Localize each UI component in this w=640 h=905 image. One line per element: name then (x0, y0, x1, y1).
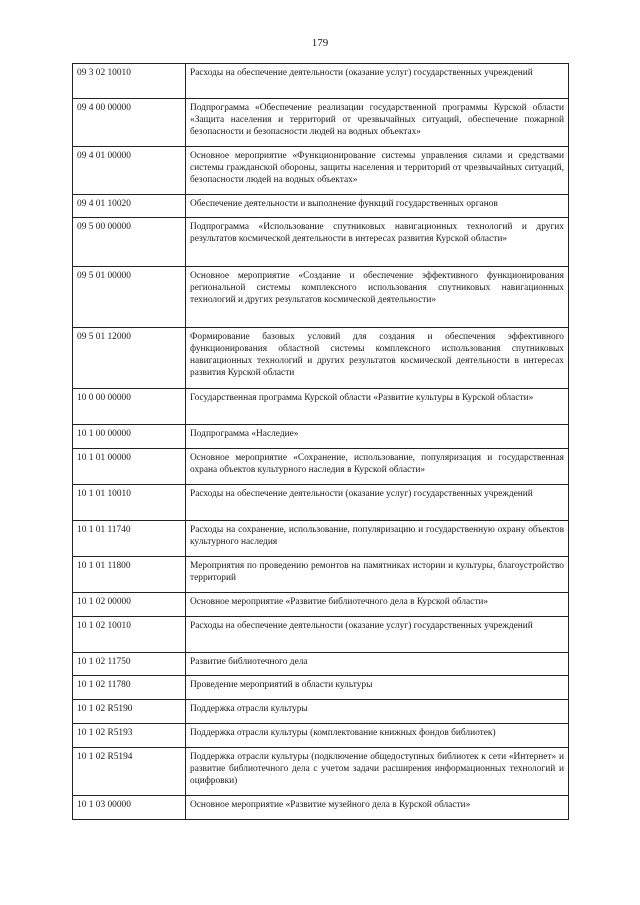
row-description: Поддержка отрасли культуры (подключение общедоступных библиотек к сети «Интернет» и развитие библиотечного дела с учетом задачи расширения информационных технологий и оцифровки) (186, 748, 569, 796)
row-description: Поддержка отрасли культуры (186, 700, 569, 724)
row-description: Расходы на обеспечение деятельности (оказание услуг) государственных учреждений (186, 64, 569, 99)
row-code: 09 3 02 10010 (73, 64, 186, 99)
table-row (73, 676, 569, 700)
row-code: 10 1 02 11780 (73, 676, 186, 700)
page-number: 179 (311, 37, 329, 49)
row-code: 10 1 00 00000 (73, 425, 186, 449)
table-row (73, 389, 569, 425)
row-code: 09 4 01 10020 (73, 195, 186, 218)
row-code: 10 1 02 10010 (73, 617, 186, 653)
table-row (73, 147, 569, 195)
table-row (73, 700, 569, 724)
row-description: Подпрограмма «Наследие» (186, 425, 569, 449)
row-code: 10 1 02 R5194 (73, 748, 186, 796)
table-row (73, 617, 569, 653)
row-description: Обеспечение деятельности и выполнение функций государственных органов (186, 195, 569, 218)
row-code: 09 4 01 00000 (73, 147, 186, 195)
budget-codes-table (72, 63, 569, 820)
table-row (73, 328, 569, 389)
table-row (73, 449, 569, 485)
table-row (73, 796, 569, 820)
table-row (73, 748, 569, 796)
row-description: Формирование базовых условий для создания и обеспечения эффективного функционирования областной системы комплексного использования спутниковых навигационных технологий и других результатов космической деятельности в интересах развития Курской области (186, 328, 569, 389)
row-description: Расходы на обеспечение деятельности (оказание услуг) государственных учреждений (186, 617, 569, 653)
table-row (73, 593, 569, 617)
row-code: 10 1 01 11740 (73, 521, 186, 557)
table-row (73, 724, 569, 748)
row-description: Основное мероприятие «Создание и обеспечение эффективного функционирования региональной системы комплексного использования спутниковых навигационных технологий и других результатов космической деятельности» (186, 267, 569, 328)
row-code: 10 1 02 11750 (73, 653, 186, 676)
table-row (73, 653, 569, 676)
row-description: Проведение мероприятий в области культуры (186, 676, 569, 700)
row-description: Подпрограмма «Использование спутниковых навигационных технологий и других результатов космической деятельности в интересах развития Курской области» (186, 218, 569, 267)
row-code: 10 1 01 11800 (73, 557, 186, 593)
row-description: Мероприятия по проведению ремонтов на памятниках истории и культуры, благоустройство территорий (186, 557, 569, 593)
table-row (73, 267, 569, 328)
row-description: Основное мероприятие «Развитие музейного дела в Курской области» (186, 796, 569, 820)
row-description: Основное мероприятие «Развитие библиотечного дела в Курской области» (186, 593, 569, 617)
table-row (73, 557, 569, 593)
row-code: 10 1 02 00000 (73, 593, 186, 617)
row-description: Расходы на сохранение, использование, популяризацию и государственную охрану объектов культурного наследия (186, 521, 569, 557)
row-code: 09 4 00 00000 (73, 99, 186, 147)
row-code: 10 1 02 R5190 (73, 700, 186, 724)
table-row (73, 64, 569, 99)
row-code: 09 5 01 00000 (73, 267, 186, 328)
row-description: Развитие библиотечного дела (186, 653, 569, 676)
row-code: 10 1 01 10010 (73, 485, 186, 521)
row-code: 09 5 00 00000 (73, 218, 186, 267)
row-description: Основное мероприятие «Функционирование системы управления силами и средствами системы гражданской обороны, защиты населения и территорий от чрезвычайных ситуаций, безопасности людей на водных объектах» (186, 147, 569, 195)
row-code: 10 1 02 R5193 (73, 724, 186, 748)
table-row (73, 195, 569, 218)
row-description: Основное мероприятие «Сохранение, использование, популяризация и государственная охрана объектов культурного наследия в Курской области» (186, 449, 569, 485)
row-description: Подпрограмма «Обеспечение реализации государственной программы Курской области «Защита населения и территорий от чрезвычайных ситуаций, обеспечение пожарной безопасности и безопасности людей на водных объектах» (186, 99, 569, 147)
row-description: Государственная программа Курской области «Развитие культуры в Курской области» (186, 389, 569, 425)
row-code: 10 1 03 00000 (73, 796, 186, 820)
table-row (73, 218, 569, 267)
row-code: 10 0 00 00000 (73, 389, 186, 425)
row-code: 10 1 01 00000 (73, 449, 186, 485)
table-row (73, 485, 569, 521)
table-row (73, 425, 569, 449)
table-row (73, 521, 569, 557)
table-row (73, 99, 569, 147)
row-description: Расходы на обеспечение деятельности (оказание услуг) государственных учреждений (186, 485, 569, 521)
row-description: Поддержка отрасли культуры (комплектование книжных фондов библиотек) (186, 724, 569, 748)
row-code: 09 5 01 12000 (73, 328, 186, 389)
